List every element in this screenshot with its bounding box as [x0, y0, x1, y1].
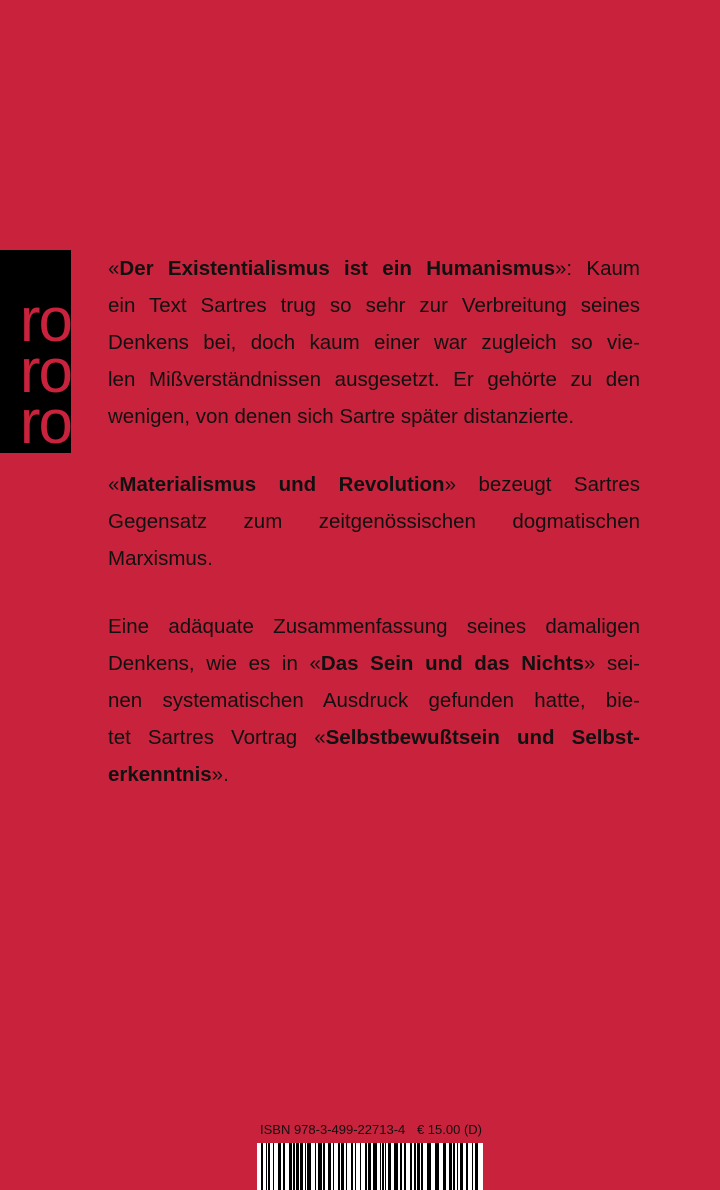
title-emphasis: erkenntnis — [108, 763, 212, 786]
barcode-bar — [382, 1143, 384, 1190]
text-segment: tet Sartres Vortrag « — [108, 726, 326, 749]
text-line — [108, 250, 640, 287]
isbn-price-line — [260, 1122, 482, 1137]
paragraph — [108, 466, 640, 577]
text-segment: Denkens, wie es in « — [108, 652, 321, 675]
barcode-bar — [453, 1143, 455, 1190]
text-segment: « — [108, 257, 120, 280]
text-line — [108, 398, 640, 435]
barcode-bar — [427, 1143, 431, 1190]
barcode-bar — [273, 1143, 274, 1190]
barcode-bar — [351, 1143, 353, 1190]
barcode-bar — [318, 1143, 322, 1190]
text-line — [108, 466, 640, 503]
barcode-bar — [449, 1143, 452, 1190]
barcode-bar — [404, 1143, 406, 1190]
barcode-bar — [266, 1143, 267, 1190]
barcode-bar — [457, 1143, 458, 1190]
barcode-bar — [341, 1143, 344, 1190]
text-segment: len Mißverständnissen ausgesetzt. Er gehörte zu den — [108, 368, 640, 391]
barcode-bar — [385, 1143, 386, 1190]
barcode-bar — [283, 1143, 285, 1190]
title-emphasis: Das Sein und das Nichts — [320, 652, 584, 675]
paragraph — [108, 250, 640, 435]
barcode-bar — [261, 1143, 263, 1190]
barcode-bar — [278, 1143, 281, 1190]
logo-ro-1: ro — [19, 286, 71, 355]
barcode-bar — [394, 1143, 398, 1190]
title-emphasis: Materialismus und Revolution — [119, 473, 445, 496]
barcode-bar — [315, 1143, 316, 1190]
text-line — [108, 682, 640, 719]
barcode-bar — [475, 1143, 478, 1190]
price: € 15.00 (D) — [416, 1122, 482, 1137]
text-line — [108, 540, 640, 577]
barcode-bar — [460, 1143, 463, 1190]
text-segment: » sei- — [583, 652, 640, 675]
paragraph — [108, 608, 640, 793]
logo-ro-2: ro — [19, 337, 71, 406]
barcode-bar — [417, 1143, 420, 1190]
text-line — [108, 645, 640, 682]
text-line — [108, 361, 640, 398]
barcode-bar — [472, 1143, 473, 1190]
barcode-bar — [323, 1143, 325, 1190]
barcode-bar — [333, 1143, 334, 1190]
barcode-bar — [346, 1143, 347, 1190]
barcode-bar — [338, 1143, 340, 1190]
text-segment: »: Kaum — [555, 257, 640, 280]
title-emphasis: Der Existentialismus ist ein Humanismus — [119, 257, 555, 280]
rororo-logo — [0, 250, 71, 457]
text-segment: nen systematischen Ausdruck gefunden hatte, bie- — [108, 689, 640, 712]
text-segment: ». — [211, 763, 229, 786]
text-segment: Denkens bei, doch kaum einer war zugleich so vie- — [108, 331, 640, 354]
text-segment: ein Text Sartres trug so sehr zur Verbreitung seines — [108, 294, 640, 317]
barcode-bar — [373, 1143, 377, 1190]
barcode-bar — [300, 1143, 303, 1190]
barcode-bar — [368, 1143, 371, 1190]
barcode-bar — [435, 1143, 439, 1190]
barcode-bar — [289, 1143, 292, 1190]
text-line — [108, 756, 640, 793]
barcode-bar — [307, 1143, 311, 1190]
barcode-bar — [355, 1143, 356, 1190]
text-line — [108, 324, 640, 361]
barcode-bar — [410, 1143, 412, 1190]
logo-ro-3: ro — [19, 388, 71, 457]
text-segment: Gegensatz zum zeitgenössischen dogmatischen — [108, 510, 640, 533]
text-segment: Marxismus. — [108, 547, 213, 570]
barcode-bar — [293, 1143, 295, 1190]
blurb-text — [108, 250, 640, 824]
title-emphasis: Selbstbewußtsein und Selbst- — [325, 726, 640, 749]
barcode-bar — [305, 1143, 306, 1190]
barcode-bar — [466, 1143, 468, 1190]
barcode-bar — [268, 1143, 270, 1190]
text-line — [108, 608, 640, 645]
barcode-bar — [328, 1143, 331, 1190]
barcode-bar — [443, 1143, 446, 1190]
text-segment: wenigen, von denen sich Sartre später distanzierte. — [108, 405, 575, 428]
text-segment: » bezeugt Sartres — [444, 473, 640, 496]
isbn-number: ISBN 978-3-499-22713-4 — [260, 1122, 406, 1137]
barcode-bar — [380, 1143, 381, 1190]
text-line — [108, 287, 640, 324]
text-line — [108, 719, 640, 756]
text-segment: Eine adäquate Zusammenfassung seines damaligen — [108, 615, 640, 638]
barcode-bar — [400, 1143, 402, 1190]
barcode-bar — [421, 1143, 423, 1190]
text-segment: « — [108, 473, 120, 496]
barcode-bar — [365, 1143, 367, 1190]
text-line — [108, 503, 640, 540]
barcode — [257, 1143, 483, 1190]
barcode-bar — [414, 1143, 416, 1190]
barcode-bar — [388, 1143, 391, 1190]
barcode-bar — [360, 1143, 361, 1190]
barcode-bar — [296, 1143, 299, 1190]
